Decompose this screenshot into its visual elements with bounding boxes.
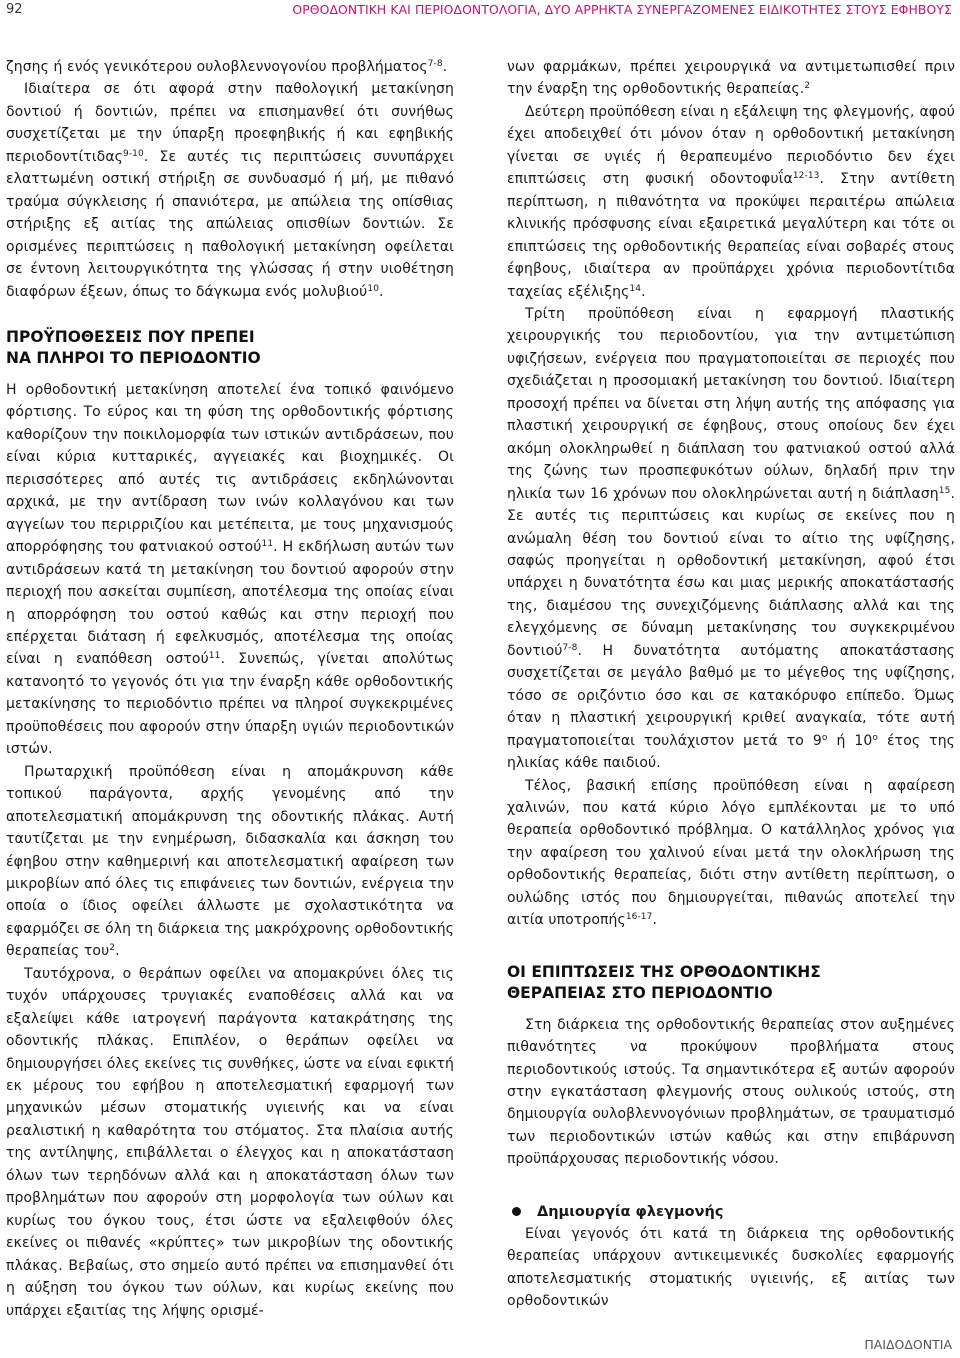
paragraph: Τέλος, βασική επίσης προϋπόθεση είναι η αφαίρεση χαλινών, που κατά κύριο λόγο εμπλέκονται με το υπό θεραπεία ορθοδοντικό πρόβλημα. Ο κατάλληλος χρόνος για την αφαίρεση του χαλινού είναι μετά την ολοκλήρωση της ορθοδοντικής θεραπείας, διότι στην αντίθετη περίπτωση, ο ουλώδης ιστός που δημιουργείται, πιθανώς αποτελεί την αιτία υποτροπής$^{16-17}$. [507,777,955,929]
subsection-title: Δημιουργία φλεγμονής [537,1203,724,1220]
paragraph: Δεύτερη προϋπόθεση είναι η εξάλειψη της φλεγμονής, αφού έχει αποδειχθεί ότι μόνον όταν η ορθοδοντική μετακίνηση γίνεται σε υγιές ή θεραπευμένο περιοδόντιο δεν έχει επιπτώσεις στη φυσική οδοντοφυΐα$^{12-13}$. Στην αντίθετη περίπτωση, η πιθανότητα να προκύψει περαιτέρω απώλεια κλινικής πρόσφυσης είναι εξαιρετικά μεγαλύτερη και τότε οι επιπτώσεις της ορθοδοντικής θεραπείας είναι σοβαρές στους έφηβους, ιδιαίτερα αν προϋπάρχει χρόνια περιοδοντίτιδα ταχείας εξέλιξης$^{14}$. [507,103,956,300]
page-header [0,0,960,26]
section-heading: ΟΙ ΕΠΙΠΤΩΣΕΙΣ ΤΗΣ ΟΡΘΟΔΟΝΤΙΚΗΣ ΘΕΡΑΠΕΙΑΣ ΣΤΟ ΠΕΡΙΟΔΟΝΤΙΟ [507,962,821,1002]
reference: 2 [109,943,116,954]
paragraph: Στη διάρκεια της ορθοδοντικής θεραπείας στον αυξημένες πιθανότητες να προκύψουν προβλήματα στους περιοδοντικούς ιστούς. Τα σημαντικότερα εξ αυτών αφορούν στην εγκατάσταση φλεγμονής στους ουλικούς ιστούς, στη δημιουργία ουλοβλεννογόνιων προβλημάτων, σε τραυματισμό των περιοδοντικών ιστών καθώς και στην επιβάρυνση προϋπάρχουσας περιοδοντικής νόσου. [507,1016,955,1168]
right-column [507,56,955,1313]
reference: 7-8 [562,642,578,653]
paragraph: Είναι γεγονός ότι κατά τη διάρκεια της ορθοδοντικής θεραπείας υπάρχουν αντικειμενικές δυσκολίες εφαρμογής αποτελεσματικής στοματικής υγιεινής, εξ αιτίας των ορθοδοντικών [507,1225,955,1310]
paragraph: Πρωταρχική προϋπόθεση είναι η απομάκρυνση κάθε τοπικού παράγοντα, αρχής γενομένης από την αποτελεσματική απομάκρυνση της οδοντικής πλάκας. Αυτή ταυτίζεται με την ενημέρωση, διδασκαλία και άσκηση του έφηβου στην καθημερινή και αποτελεσματική αφαίρεση των μικροβίων από όλες τις επιφάνειες των δοντιών, ενέργεια την οποία ο ίδιος οφείλει άλλωστε με σχολαστικότητα να εφαρμόζει σε όλη τη διάρκεια της μακρόχρονης ορθοδοντικής θεραπείας του$^2$. [6,763,454,960]
reference: 10 [367,283,380,294]
paragraph: Ταυτόχρονα, ο θεράπων οφείλει να απομακρύνει όλες τις τυχόν υπάρχουσες τρυγιακές εναποθέσεις αλλά και να εξαλείψει κάθε ιατρογενή παράγοντα κατακράτησης της οδοντικής πλάκας. Επιπλέον, ο θεράπων οφείλει να δημιουργήσει όλες εκείνες τις συνθήκες, ώστε να είναι εφικτή εκ μέρους του εφήβου η αποτελεσματική εφαρμογή των μηχανικών μέσων στοματικής υγιεινής και να είναι ρεαλιστική η καθαρότητα του στόματος. Στα πλαίσια αυτής της αντίληψης, επιβάλλεται ο έλεγχος και η αποκατάσταση όλων των τερηδόνων αλλά και η αποκατάσταση όλων των προβλημάτων που αφορούν στη μορφολογία των ούλων και κυρίως του όγκου τους, έτσι ώστε να εξαλειφθούν όλες εκείνες οι πιθανές «κρύπτες» των μικροβίων της οδοντικής πλάκας. Βεβαίως, στο σημείο αυτό πρέπει να επισημανθεί ότι η αύξηση του όγκου των ούλων, και κυρίως εκείνης που υπάρχει εξαιτίας της λήψης ορισμέ- [6,965,454,1319]
subsection-heading [507,1201,955,1223]
paragraph: νων φαρμάκων, πρέπει χειρουργικά να αντιμετωπισθεί πριν την έναρξη της ορθοδοντικής θεραπείας.$^2$ [507,59,955,98]
reference: 11 [208,651,221,662]
reference: 9-10 [122,148,144,159]
left-column [6,56,454,1322]
page-number: 92 [6,2,23,17]
paragraph: Η ορθοδοντική μετακίνηση αποτελεί ένα τοπικό φαινόμενο φόρτισης. Το εύρος και τη φύση της ορθοδοντικής φόρτισης καθορίζουν την ποικιλομορφία των ιστικών αντιδράσεων, που είναι κύρια κυτταρικές, αγγειακές και βιοχημικές. Οι περισσότερες από αυτές τις αντιδράσεις εκδηλώνονται αρχικά, με την αντίδραση των ινών κολλαγόνου και των αγγείων του περιρριζίου και μετέπειτα, με τους μηχανισμούς απορρόφησης του φατνιακού οστού$^{11}$. Η εκδήλωση αυτών των αντιδράσεων κατά τη μετακίνηση του δοντιού αφορούν στην περιοχή που ασκείται συμπίεση, αποτέλεσμα της οποίας είναι η απορρόφηση του οστού καθώς και στην περιοχή που επέρχεται διάταση ή εφελκυσμός, αποτέλεσμα της οποίας είναι η εναπόθεση οστού$^{11}$. Συνεπώς, γίνεται απολύτως κατανοητό το γεγονός ότι για την έναρξη κάθε ορθοδοντικής μετακίνησης το περιοδόντιο πρέπει να πληροί συγκεκριμένες προϋποθέσεις που αφορούν στην ύπαρξη υγιών περιοδοντικών ιστών. [6,381,455,758]
paragraph: Ιδιαίτερα σε ότι αφορά στην παθολογική μετακίνηση δοντιού ή δοντιών, πρέπει να επισημανθεί ότι συνήθως συσχετίζεται με την ύπαρξη προεφηβικής ή και εφηβικής περιοδοντίτιδας$^{9-10}$. Σε αυτές τις περιπτώσεις συνυπάρχει ελαττωμένη οστική στήριξη σε συνδυασμό ή μή, με πιθανό τραύμα σύγκλεισης ή σπανιότερα, με απώλεια της οπίσθιας στήριξης εξ αιτίας της απώλειας οπισθίων δοντιών. Σε ορισμένες περιπτώσεις η παθολογική μετακίνηση οφείλεται σε έντονη λειτουργικότητα της γλώσσας ή στην υιοθέτηση διαφόρων έξεων, όπως το δάγκωμα ενός μολυβιού$^{10}$. [6,81,454,300]
running-head: ΟΡΘΟΔΟΝΤΙΚΗ ΚΑΙ ΠΕΡΙΟΔΟΝΤΟΛΟΓΙΑ, ΔΥΟ ΑΡΡΗΚΤΑ ΣΥΝΕΡΓΑΖΟΜΕΝΕΣ ΕΙΔΙΚΟΤΗΤΕΣ ΣΤΟΥΣ ΕΦΗΒΟΥΣ [292,2,952,17]
reference: 14 [629,283,642,294]
bullet-icon [512,1207,521,1216]
reference: 12-13 [792,171,820,182]
journal-footer: ΠΑΙΔΟΔΟΝΤΙΑ [864,1337,952,1352]
reference: 16-17 [625,912,653,923]
reference: 7-8 [427,59,443,69]
section-heading: ΠΡΟΫΠΟΘΕΣΕΙΣ ΠΟΥ ΠΡΕΠΕΙ ΝΑ ΠΛΗΡΟΙ ΤΟ ΠΕΡΙΟΔΟΝΤΙΟ [6,327,261,367]
reference: 15 [938,485,951,496]
paragraph: ζησης ή ενός γενικότερου ουλοβλεννογονίου προβλήματος$^{7-8}$. [6,59,448,75]
reference: 2 [804,81,811,92]
reference: 11 [261,539,274,550]
paragraph: Τρίτη προϋπόθεση είναι η εφαρμογή πλαστικής χειρουργικής του περιοδοντίου, για την αντιμετώπιση υφιζήσεων, ενέργεια που πραγματοποιείται σε περιοχές που σχεδιάζεται η προσομιακή μετακίνηση του δοντιού. Ιδιαίτερη προσοχή πρέπει να δίνεται στη λήψη αυτής της απόφασης για πλαστική χειρουργική σε έφηβους, στους οποίους δεν έχει ακόμη ολοκληρωθεί η διάπλαση του φατνιακού οστού αλλά της ζώνης των προσπεφυκότων ούλων, δηλαδή πριν την ηλικία των 16 χρόνων που ολοκληρώνεται αυτή η διάπλαση$^{15}$. Σε αυτές τις περιπτώσεις και κυρίως σε εκείνες που η ανώμαλη θέση του δοντιού είναι το αίτιο της υφίζησης, σαφώς προηγείται η ορθοδοντική μετακίνηση, αφού έτσι υπάρχει η δυνατότητα έσω και μιας μερικής αποκατάστασής της, διαμέσου της συνεχιζόμενης διάπλασης αλλά και της ελεγχόμενης σε δύναμη μετακίνησης του συγκεκριμένου δοντιού$^{7-8}$. Η δυνατότητα αυτόματης αποκατάστασης συσχετίζεται σε μεγάλο βαθμό με το μέγεθος της υφίζησης, τόσο σε οριζόντιο όσο και σε κατακόρυφο επίπεδο. Όμως όταν η πλαστική χειρουργική κριθεί αναγκαία, τότε αυτή πραγματοποιείται τουλάχιστον μετά το $9^o$ ή $10^o$ έτος της ηλικίας κάθε παιδιού. [507,305,955,772]
